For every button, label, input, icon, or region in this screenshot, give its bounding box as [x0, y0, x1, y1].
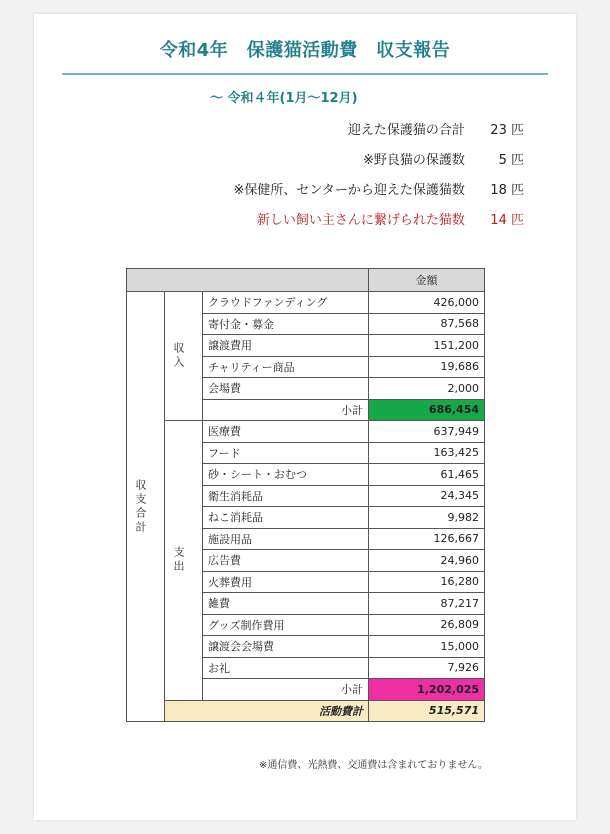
income-item-amount: 151,200: [369, 335, 485, 357]
page-title: 令和4年 保護猫活動費 収支報告: [159, 40, 451, 61]
income-item-amount: 2,000: [369, 378, 485, 400]
title-divider: [62, 73, 548, 75]
expense-item-name: 医療費: [203, 421, 369, 443]
stat-total-cats: [348, 119, 524, 138]
expense-item-name: お礼: [203, 657, 369, 679]
expense-item-name: 衛生消耗品: [203, 485, 369, 507]
income-item-amount: 19,686: [369, 356, 485, 378]
income-subtotal-value: 686,454: [369, 399, 485, 421]
expense-item-amount: 9,982: [369, 507, 485, 529]
stat-value: 18: [490, 183, 507, 198]
income-item-name: 譲渡費用: [203, 335, 369, 357]
expense-item-amount: 87,217: [369, 593, 485, 615]
stat-label: ※野良猫の保護数: [362, 153, 465, 168]
stat-value: 14: [490, 213, 507, 228]
income-item-name: 寄付金・募金: [203, 313, 369, 335]
income-item-amount: 87,568: [369, 313, 485, 335]
stat-shelter-cats: [233, 179, 524, 198]
expense-item-amount: 163,425: [369, 442, 485, 464]
stat-unit: 匹: [510, 153, 524, 168]
expense-label-cell: [165, 421, 203, 701]
income-item-name: チャリティー商品: [203, 356, 369, 378]
expense-label: 支出: [172, 546, 185, 575]
footnote: ※通信費、光熱費、交通費は含まれておりません。: [259, 760, 488, 771]
expense-item-name: 施設用品: [203, 528, 369, 550]
expense-item-amount: 7,926: [369, 657, 485, 679]
stat-unit: 匹: [510, 183, 524, 198]
expense-item-name: 雑費: [203, 593, 369, 615]
report-period: ～ 令和４年(1月～12月): [210, 91, 358, 106]
income-item-name: 会場費: [203, 378, 369, 400]
total-value: 515,571: [369, 700, 485, 722]
expense-item-name: グッズ制作費用: [203, 614, 369, 636]
stat-unit: 匹: [510, 213, 524, 228]
total-label: 活動費計: [165, 700, 369, 722]
stat-label: 新しい飼い主さんに繋げられた猫数: [256, 213, 465, 228]
expense-item-name: 砂・シート・おむつ: [203, 464, 369, 486]
table-header-row: [127, 269, 485, 292]
income-label-cell: [165, 292, 203, 421]
stat-label: ※保健所、センターから迎えた保護猫数: [233, 183, 465, 198]
expense-item-name: 広告費: [203, 550, 369, 572]
expense-subtotal-value: 1,202,025: [369, 679, 485, 701]
income-subtotal-label: 小計: [203, 399, 369, 421]
expense-item-name: フード: [203, 442, 369, 464]
expense-subtotal-label: 小計: [203, 679, 369, 701]
total-row: [127, 700, 485, 722]
group-label-cell: [127, 292, 165, 722]
income-label: 収入: [172, 342, 185, 370]
group-label: 収支合計: [134, 478, 147, 535]
expense-item-amount: 126,667: [369, 528, 485, 550]
table-row: [127, 292, 485, 314]
expense-item-amount: 61,465: [369, 464, 485, 486]
expense-item-amount: 637,949: [369, 421, 485, 443]
finance-table: [126, 268, 485, 722]
stat-value: 23: [490, 123, 507, 138]
expense-item-amount: 26,809: [369, 614, 485, 636]
expense-item-amount: 24,345: [369, 485, 485, 507]
expense-item-amount: 15,000: [369, 636, 485, 658]
stat-stray-cats: [363, 149, 524, 168]
header-amount: 金額: [369, 269, 485, 292]
stat-adopted-cats: [257, 209, 524, 228]
expense-item-amount: 24,960: [369, 550, 485, 572]
expense-item-name: 火葬費用: [203, 571, 369, 593]
income-item-amount: 426,000: [369, 292, 485, 314]
expense-item-amount: 16,280: [369, 571, 485, 593]
stat-unit: 匹: [510, 123, 524, 138]
expense-item-name: 譲渡会会場費: [203, 636, 369, 658]
income-item-name: クラウドファンディング: [203, 292, 369, 314]
stat-label: 迎えた保護猫の合計: [347, 123, 465, 138]
stat-value: 5: [498, 153, 507, 168]
expense-item-name: ねこ消耗品: [203, 507, 369, 529]
header-blank: [127, 269, 369, 292]
table-row: [127, 421, 485, 443]
